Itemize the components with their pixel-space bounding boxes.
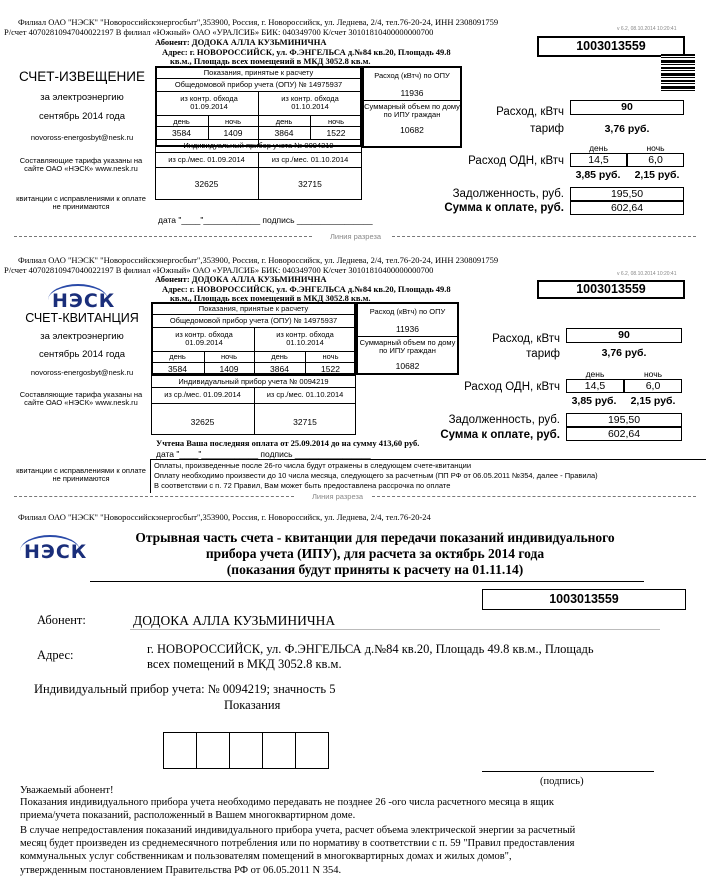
reading-digit-box[interactable] bbox=[163, 732, 197, 769]
usage-label: Расход, кВтч bbox=[492, 333, 560, 345]
odn-tariff-day: 3,85 руб. bbox=[575, 169, 621, 181]
common-meter: Общедомовой прибор учета (ОПУ) № 14975937 bbox=[169, 316, 338, 325]
usage-label: Расход, кВтч bbox=[496, 106, 564, 118]
info-paragraph: утвержденным постановлением Правительства РФ от 06.05.2011 N 354. bbox=[20, 865, 342, 876]
tear-header: Филиал ОАО "НЭСК" "Новороссийскэнергосбыт",353900, Россия, г. Новороссийск, ул. Леднева, 2/4, тел.76-20-24 bbox=[18, 512, 431, 522]
tariff-note: Составляющие тарифа указаны на сайте ОАО «НЭСК» www.nesk.ru bbox=[19, 156, 143, 173]
address-line-2: кв.м., Площадь всех помещений в МКД 3052.8 кв.м. bbox=[170, 293, 371, 303]
billing-period: сентябрь 2014 года bbox=[38, 111, 126, 122]
note: В соответствии с п. 72 Правил, Вам может быть предоставлена рассрочка по оплате bbox=[154, 481, 451, 490]
total-value: 602,64 bbox=[610, 202, 644, 214]
note: Оплаты, произведенные после 26-го числа будут отражены в следующем счете-квитанции bbox=[154, 461, 472, 470]
reading-from-1: из контр. обхода 01.09.2014 bbox=[180, 94, 238, 111]
opu-sum-value: 10682 bbox=[400, 125, 424, 135]
tariff-label: тариф bbox=[526, 348, 560, 360]
barcode bbox=[661, 54, 695, 92]
address-line-1: Адрес: г. НОВОРОССИЙСК, ул. Ф.ЭНГЕЛЬСА д.№84 кв.20, Площадь 49.8 bbox=[162, 47, 451, 57]
subscriber-label: Абонент: bbox=[37, 613, 86, 627]
reading-digit-box[interactable] bbox=[262, 732, 296, 769]
debt-label: Задолженность, руб. bbox=[452, 188, 564, 200]
cut-line: Линия разреза bbox=[330, 232, 382, 241]
debt-value: 195,50 bbox=[607, 414, 641, 426]
individual-meter: Индивидуальный прибор учета № 0094219 bbox=[183, 141, 334, 150]
odn-night: 6,0 bbox=[645, 380, 661, 392]
opu-flow-value: 11936 bbox=[400, 88, 424, 98]
opu-flow-value: 11936 bbox=[395, 324, 419, 334]
reading-value: 1522 bbox=[326, 128, 346, 138]
tear-title: прибора учета (ИПУ), для расчета за октябрь 2014 года bbox=[205, 546, 545, 561]
common-meter: Общедомовой прибор учета (ОПУ) № 14975937 bbox=[174, 80, 343, 89]
account-number: 1003013559 bbox=[576, 39, 646, 53]
cut-line: Линия разреза bbox=[312, 492, 364, 501]
signature-line: дата "____"____________ подпись ________________ bbox=[158, 215, 373, 225]
tariff-value: 3,76 руб. bbox=[604, 123, 650, 135]
for-power: за электроэнергию bbox=[40, 331, 124, 342]
reading-value: 1409 bbox=[219, 364, 239, 374]
signature-line: дата "____"____________ подпись ________________ bbox=[156, 449, 371, 459]
total-value: 602,64 bbox=[607, 428, 641, 440]
subscriber-value: ДОДОКА АЛЛА КУЗЬМИНИЧНА bbox=[133, 613, 336, 628]
meter-line: Индивидуальный прибор учета: № 0094219; значность 5 bbox=[34, 682, 336, 696]
reading-digit-box[interactable] bbox=[295, 732, 329, 769]
corrections-note: квитанции с исправлениями к оплате не принимаются bbox=[16, 194, 146, 211]
info-paragraph: коммунальных услуг собственникам и пользователям помещений в многоквартирных домах и жилых домов", bbox=[20, 851, 512, 862]
readings-label: Показания bbox=[224, 698, 281, 712]
reading-from-1: из контр. обхода 01.09.2014 bbox=[175, 330, 233, 347]
subscriber-line: Абонент: ДОДОКА АЛЛА КУЗЬМИНИЧНА bbox=[155, 274, 327, 284]
opu-sum-value: 10682 bbox=[395, 361, 420, 371]
account-number: 1003013559 bbox=[549, 592, 619, 606]
usage-value: 90 bbox=[621, 101, 633, 113]
bank-details: Р/счет 40702810947040022197 В филиал «Южный» ОАО «УРАЛСИБ» БИК: 040349700 К/счет 30101810400000000700 bbox=[4, 265, 434, 275]
account-number: 1003013559 bbox=[576, 282, 646, 296]
branch-header: Филиал ОАО "НЭСК" "Новороссийскэнергосбыт",353900, Россия, г. Новороссийск, ул. Леднева, 2/4, тел.76-20-24, ИНН 2308091759 bbox=[18, 17, 499, 27]
odn-tariff-night: 2,15 руб. bbox=[630, 395, 676, 407]
note: Оплату необходимо произвести до 10 числа месяца, следующего за расчетным (ПП РФ от 06.05.2011 №354, далее - Правила) bbox=[154, 471, 598, 480]
address-line-2: кв.м., Площадь всех помещений в МКД 3052.8 кв.м. bbox=[170, 56, 371, 66]
doc-title: СЧЕТ-ИЗВЕЩЕНИЕ bbox=[18, 69, 146, 84]
doc-title: СЧЕТ-КВИТАНЦИЯ bbox=[25, 311, 139, 325]
last-payment: Учтена Ваша последняя оплата от 25.09.2014 до на сумму 413,60 руб. bbox=[156, 438, 420, 448]
avg-value: 32715 bbox=[298, 179, 322, 189]
total-label: Сумма к оплате, руб. bbox=[444, 202, 564, 214]
corrections-note: квитанции с исправлениями к оплате не принимаются bbox=[16, 466, 146, 483]
version-stamp: v 6.2, 08.10.2014 10:20:41 bbox=[617, 26, 677, 32]
avg-value: 32625 bbox=[190, 417, 215, 427]
nesk-logo: НЭСК bbox=[24, 541, 87, 563]
reading-value: 3584 bbox=[172, 128, 191, 138]
info-paragraph: приема/учета показаний, расположенный в Вашем многоквартирном доме. bbox=[20, 810, 356, 821]
reading-value: 1409 bbox=[223, 128, 243, 138]
address-value: всех помещений в МКД 3052.8 кв.м. bbox=[147, 657, 342, 671]
odn-tariff-night: 2,15 руб. bbox=[634, 169, 680, 181]
avg-value: 32715 bbox=[293, 417, 317, 427]
branch-header: Филиал ОАО "НЭСК" "Новороссийскэнергосбыт",353900, Россия, г. Новороссийск, ул. Леднева, 2/4, тел.76-20-24, ИНН 2308091759 bbox=[18, 255, 499, 265]
version-stamp: v 6.2, 08.10.2014 10:20:41 bbox=[617, 271, 677, 277]
reading-from-2: из контр. обхода 01.10.2014 bbox=[281, 94, 339, 111]
signature-caption: (подпись) bbox=[540, 776, 584, 787]
info-paragraph: В случае непредоставления показаний индивидуального прибора учета, расчет объема электрической энергии за расчетный bbox=[20, 825, 576, 836]
address-value: г. НОВОРОССИЙСК, ул. Ф.ЭНГЕЛЬСА д.№84 кв.20, Площадь 49.8 кв.м., Площадь bbox=[147, 642, 594, 656]
readings-title: Показания, принятые к расчету bbox=[198, 304, 309, 313]
billing-period: сентябрь 2014 года bbox=[38, 349, 126, 360]
reading-value: 1522 bbox=[321, 364, 340, 374]
odn-label: Расход ОДН, кВтч bbox=[464, 381, 560, 393]
odn-label: Расход ОДН, кВтч bbox=[468, 155, 564, 167]
email: novoross-energosbyt@nesk.ru bbox=[30, 133, 134, 142]
nesk-logo: НЭСК bbox=[52, 290, 115, 312]
odn-night: 6,0 bbox=[648, 154, 663, 166]
odn-tariff-day: 3,85 руб. bbox=[571, 395, 617, 407]
opu-sum-label: Суммарный объем по дому по ИПУ граждан bbox=[359, 338, 456, 355]
info-paragraph: месяц будет произведен из среднемесячного потребления или по нормативу в соответствии с п. 59 "Правил предоставления bbox=[20, 838, 575, 849]
reading-from-2: из контр. обхода 01.10.2014 bbox=[276, 330, 334, 347]
usage-value: 90 bbox=[618, 329, 630, 341]
avg-value: 32625 bbox=[194, 179, 219, 189]
debt-value: 195,50 bbox=[610, 188, 644, 200]
reading-value: 3864 bbox=[270, 364, 289, 374]
tear-title: Отрывная часть счета - квитанции для передачи показаний индивидуального bbox=[135, 530, 615, 545]
address-label: Адрес: bbox=[37, 648, 74, 662]
reading-value: 3864 bbox=[274, 128, 294, 138]
tariff-note: Составляющие тарифа указаны на сайте ОАО «НЭСК» www.nesk.ru bbox=[19, 390, 143, 407]
odn-day: 14,5 bbox=[584, 380, 606, 392]
for-power: за электроэнергию bbox=[40, 92, 124, 103]
dear-subscriber: Уважаемый абонент! bbox=[20, 785, 114, 796]
tariff-label: тариф bbox=[530, 123, 564, 135]
individual-meter: Индивидуальный прибор учета № 0094219 bbox=[178, 377, 329, 386]
debt-label: Задолженность, руб. bbox=[448, 414, 560, 426]
tear-title: (показания будут приняты к расчету на 01.11.14) bbox=[226, 562, 524, 577]
reading-digit-box[interactable] bbox=[229, 732, 263, 769]
reading-value: 3584 bbox=[168, 364, 187, 374]
address-line-1: Адрес: г. НОВОРОССИЙСК, ул. Ф.ЭНГЕЛЬСА д.№84 кв.20, Площадь 49.8 bbox=[162, 284, 451, 294]
opu-flow-label: Расход (кВтч) по ОПУ bbox=[369, 307, 446, 316]
tariff-value: 3,76 руб. bbox=[601, 347, 647, 359]
reading-digit-box[interactable] bbox=[196, 732, 230, 769]
bank-details: Р/счет 40702810947040022197 В филиал «Южный» ОАО «УРАЛСИБ» БИК: 040349700 К/счет 30101810400000000700 bbox=[4, 27, 434, 37]
readings-title: Показания, принятые к расчету bbox=[203, 68, 314, 77]
opu-sum-label: Суммарный объем по дому по ИПУ граждан bbox=[364, 102, 460, 119]
opu-flow-label: Расход (кВтч) по ОПУ bbox=[374, 71, 450, 80]
odn-day: 14,5 bbox=[588, 154, 609, 166]
total-label: Сумма к оплате, руб. bbox=[440, 429, 560, 441]
info-paragraph: Показания индивидуального прибора учета необходимо передавать не позднее 26 -ого числа расчетного месяца в ящик bbox=[20, 797, 554, 808]
subscriber-line: Абонент: ДОДОКА АЛЛА КУЗЬМИНИЧНА bbox=[155, 37, 327, 47]
email: novoross-energosbyt@nesk.ru bbox=[30, 368, 134, 377]
